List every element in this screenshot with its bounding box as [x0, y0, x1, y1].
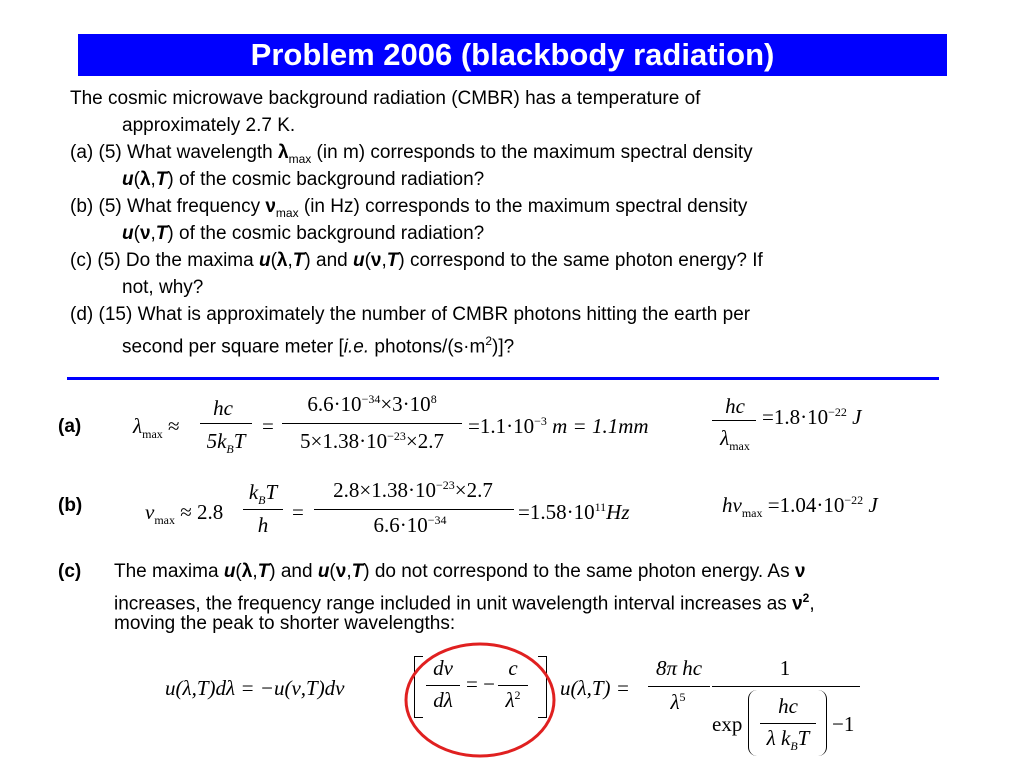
intro-line-2: approximately 2.7 K.	[122, 115, 296, 136]
eq-a-den2: $5\times 1.38\cdot 10^{-23}\times 2.7$	[300, 429, 444, 453]
part-c-line-2: not, why?	[122, 277, 204, 298]
part-d-line-2: second per square meter [i.e. photons/$(s\cdot m^2)$]?	[122, 334, 515, 358]
eq-a-num1: hc	[213, 396, 233, 420]
eq-c3-bar2	[712, 686, 860, 687]
eq-c2-den: dλ	[433, 688, 453, 712]
eq-a-result: $=1.1\cdot 10^{-3}$ m = 1.1mm	[468, 414, 649, 438]
eq-a2-bar	[712, 420, 756, 421]
eq-c2-num2: c	[508, 656, 518, 680]
eq-b2: $h\nu_{max} =1.04\cdot 10^{-22}$ J	[722, 493, 878, 521]
eq-b-lhs: $\nu_{max} \approx 2.8$	[145, 500, 224, 528]
eq-c3-lhs: u(λ,T) =	[560, 676, 630, 700]
c-text-line-3: moving the peak to shorter wavelengths:	[114, 613, 456, 634]
eq-a2-den: $\lambda_{max}$	[720, 426, 750, 454]
part-a-line-2: u(λ,T) of the cosmic background radiation?	[122, 169, 485, 190]
eq-c2-eq: = −	[466, 672, 495, 696]
highlight-circle	[400, 640, 564, 764]
label-a: (a)	[58, 416, 82, 437]
intro-line-1: The cosmic microwave background radiation (CMBR) has a temperature of	[70, 88, 701, 109]
eq-c2-den2: $\lambda^2$	[505, 688, 521, 712]
eq-c2-num: dν	[433, 656, 453, 680]
eq-a-num2: $6.6\cdot 10^{-34}\times 3\cdot 10^8$	[307, 392, 437, 416]
eq-a-bar1	[200, 423, 252, 424]
eq-b-bar2	[314, 509, 514, 510]
eq-a-lhs: $\lambda_{max}$ ≈	[133, 414, 180, 442]
eq-a-eq: =	[262, 414, 274, 438]
eq-a2-result: $=1.8\cdot 10^{-22}$ J	[762, 405, 862, 429]
eq-c3-inner-num: hc	[778, 694, 798, 718]
eq-c3-inner-bar	[760, 723, 816, 724]
c-text-line-2: increases, the frequency range included in unit wavelength interval increases as $\nu^2$,	[114, 591, 815, 615]
c-text-line-1: The maxima u(λ,T) and u(ν,T) do not correspond to the same photon energy. As ν	[114, 561, 806, 582]
eq-c3-num: 8π hc	[655, 656, 703, 680]
part-a-line-1: (a) (5) What wavelength $\lambda_{max}$ (in m) corresponds to the maximum spectral density	[70, 142, 753, 166]
part-c-line-1: (c) (5) Do the maxima u(λ,T) and u(ν,T) correspond to the same photon energy? If	[70, 250, 763, 271]
eq-b-num2: $2.8\times 1.38\cdot 10^{-23}\times 2.7$	[333, 478, 493, 502]
eq-b-den1: h	[257, 513, 269, 537]
part-b-line-1: (b) (5) What frequency $\nu_{max}$ (in Hz) corresponds to the maximum spectral density	[70, 196, 748, 220]
part-b-line-2: u(ν,T) of the cosmic background radiation?	[122, 223, 485, 244]
eq-b-num1: $k_BT$	[248, 480, 278, 508]
eq-b-result: $=1.58\cdot 10^{11}Hz$	[518, 500, 630, 524]
eq-c3-exp: exp	[712, 712, 743, 736]
eq-b-bar1	[243, 509, 283, 510]
part-d-line-1: (d) (15) What is approximately the number of CMBR photons hitting the earth per	[70, 304, 751, 325]
eq-a-den1: $5k_BT$	[206, 429, 246, 457]
eq-c3-inner-den: λ $k_BT$	[766, 726, 810, 754]
eq-c1: u(λ,T)dλ = −u(ν,T)dν	[165, 676, 345, 700]
eq-b-den2: $6.6\cdot 10^{-34}$	[373, 513, 447, 537]
eq-c3-den: $\lambda^5$	[670, 690, 686, 714]
eq-c3-minus1: −1	[832, 712, 855, 736]
separator-rule	[67, 377, 939, 380]
label-b: (b)	[58, 495, 83, 516]
eq-b-eq: =	[292, 500, 304, 524]
eq-a2-num: hc	[725, 394, 745, 418]
label-c: (c)	[58, 561, 82, 582]
eq-c3-bar1	[648, 686, 710, 687]
eq-c3-num2: 1	[779, 656, 791, 680]
slide-title: Problem 2006 (blackbody radiation)	[78, 34, 947, 76]
eq-a-bar2	[282, 423, 462, 424]
